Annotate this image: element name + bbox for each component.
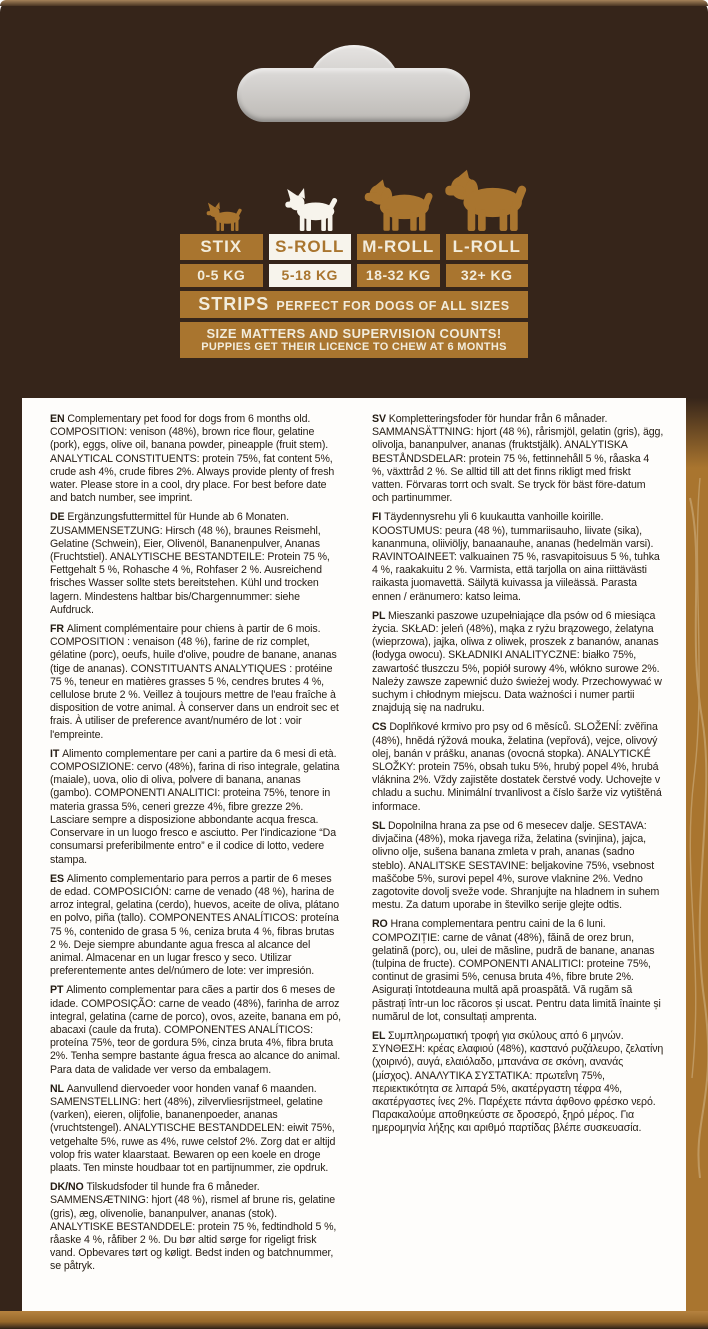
lang-block-de: DE Ergänzungsfuttermittel für Hunde ab 6 Monaten. ZUSAMMENSETZUNG: Hirsch (48 %), braunes Reismehl, Gelatine (Schwein), Eier, Olivenöl, Bananenpulver, Ananas (Fruchtstiel). ANALYTISCHE BESTANDTEILE: Protein 75 %, Fettgehalt 5 %, Rohasche 4 %, Rohfaser 2 %. Ausreichend frisches Wasser sollte stets bereitstehen. Kühl und trocken lagern. Mindestens haltbar bis/Chargennummer: siehe Aufdruck. — [50, 511, 330, 616]
notice-line2: PUPPIES GET THEIR LICENCE TO CHEW AT 6 MONTHS — [201, 341, 507, 353]
lang-block-pl: PL Mieszanki paszowe uzupełniające dla psów od 6 miesiąca życia. SKŁAD: jeleń (48%), mąka z ryżu brązowego, żelatyna (wieprzowa), jajka, oliwa z oliwek, proszek z bananów, ananas (łodyga owocu). SKŁADNIKI ANALITYCZNE: białko 75%, zawartość tłuszczu 5%, popiół surowy 4%, włókno surowe 2%. Należy zawsze zapewnić dużo świeżej wody. Przechowywać w suchym i chłodnym miejscu. Data ważności i numer partii znajdują się na nadruku. — [372, 609, 662, 715]
dog-icons-row — [180, 164, 528, 230]
size-chart — [180, 164, 528, 358]
size-name-stix: STIX — [180, 234, 263, 260]
package-top-edge — [0, 0, 708, 6]
size-weight-s-roll: 5-18 KG — [269, 264, 352, 287]
lang-block-dk-no: DK/NO Tilskudsfoder til hunde fra 6 måneder. SAMMENSÆTNING: hjort (48 %), rismel af brune ris, gelatine (gris), æg, olivenolie, bananpulver, ananas (stok). ANALYTISKE BESTANDDELE: protein 75 %, fedtindhold 5 %, råaske 4 %, råfiber 2 %. Du bør altid sørge for rigeligt frisk vand. Opbevares tørt og køligt. Bedst inden og batchnummer, se påtryk. — [50, 1181, 337, 1273]
lang-block-cs: CS Doplňkové krmivo pro psy od 6 měsíců. SLOŽENÍ: zvěřina (48%), hnědá rýžová mouka, želatina (vepřová), vejce, olivový olej, banán v prášku, ananas (ovocná stopka). ANALYTICKÉ SLOŽKY: protein 75%, obsah tuku 5%, hrubý popel 4%, hrubá vláknina 2%. Vždy zajistěte dostatek čerstvé vody. Uchovejte v chladu a suchu. Minimální trvanlivost a číslo šarže viz vytištěná informace. — [372, 721, 662, 813]
size-kg-row — [180, 264, 528, 287]
terrier-icon — [363, 177, 433, 231]
lang-block-pt: PT Alimento complementar para cães a partir dos 6 meses de idade. COMPOSIÇÃO: carne de veado (48%), farinha de arroz integral, gelatina (carne de porco), ovos, azeite, banana em pó, abacaxi (caule da fruta). COMPONENTES ANALÍTICOS: proteína 75%, teor de gordura 5%, cinza bruta 4%, fibra bruta 2%. Tenha sempre bastante água fresca ao alcance do animal. Para data de validade ver verso da embalagem. — [50, 984, 341, 1076]
lang-block-ro: RO Hrana complementara pentru caini de la 6 luni. COMPOZIȚIE: carne de vânat (48%), făină de orez brun, gelatină (porc), ou, ulei de măsline, pudră de banane, ananas (tulpina de fructe). COMPONENTI ANALITICI: proteine 75%, continut de grasimi 5%, cenusa bruta 4%, fibre brute 2%. Asigurați întotdeauna multă apă proaspătă. Vă rugăm să păstrați într-un loc răcoros și uscat. Pentru data limită înainte și numărul de lot, consultați amprenta. — [372, 918, 661, 1023]
supervision-notice — [180, 322, 528, 358]
lang-block-sv: SV Kompletteringsfoder för hundar från 6 månader. SAMMANSÄTTNING: hjort (48 %), rårismjöl, gelatin (gris), ägg, olivolja, bananpulver, ananas (fruktstjälk). ANALYTISKA BESTÅNDSDELAR: protein 75 %, fettinnehåll 5 %, råaska 4 %, växttråd 2 %. Se alltid till att det finns rikligt med friskt vatten. Förvaras torrt och svalt. Se tryck för bäst före-datum och partinummer. — [372, 413, 664, 505]
lang-block-sl: SL Dopolnilna hrana za pse od 6 mesecev dalje. SESTAVA: divjačina (48%), moka rjavega riža, želatina (svinjina), jajca, olivno olje, sušena banana zmleta v prah, ananas (sadno steblo). ANALITSKE SESTAVINE: beljakovine 75%, vsebnost maščobe 5%, surovi pepel 4%, surove vlaknine 2%. Vedno zagotovite dovolj sveže vode. Shranjujte na hladnem in suhem mestu. Za datum uporabe in številko serije glejte odtis. — [372, 819, 660, 912]
lang-column-right — [372, 413, 664, 1280]
notice-line1: SIZE MATTERS AND SUPERVISION COUNTS! — [206, 326, 502, 341]
large-dog-icon — [443, 167, 527, 231]
size-weight-m-roll: 18-32 KG — [357, 264, 440, 287]
size-weight-l-roll: 32+ KG — [446, 264, 529, 287]
lang-block-nl: NL Aanvullend diervoeder voor honden vanaf 6 maanden. SAMENSTELLING: hert (48%), zilvervliesrijstmeel, gelatine (varken), eieren, olijfolie, bananenpoeder, ananas (vruchtstengel). ANALYTISCHE BESTANDDELEN: eiwit 75%, vetgehalte 5%, ruwe as 4%, ruwe celstof 2%. Zorg dat er altijd volop fris water klaarstaat. Bewaren op een koele en droge plaats. Ten minste houdbaar tot en partijnummer, zie opdruk. — [50, 1082, 336, 1174]
strips-label: STRIPS — [198, 294, 270, 314]
package-bottom-edge — [0, 1311, 708, 1329]
corgi-icon — [283, 188, 339, 231]
strips-banner — [180, 291, 528, 318]
strips-text: PERFECT FOR DOGS OF ALL SIZES — [276, 298, 510, 313]
lang-block-fi: FI Täydennysrehu yli 6 kuukautta vanhoille koirille. KOOSTUMUS: peura (48 %), tummariisauho, liivate (sika), kananmuna, oliiviöljy, banaanauhe, ananas (hedelmän varsi). RAVINTOAINEET: valkuainen 75 %, rasvapitoisuus 5 %, tuhka 4 %, raakakuitu 2 %. Varmista, että tarjolla on aina riittävästi raikasta juomavettä. Säilytä kuivassa ja viileässä. Parasta ennen / eränumero: katso leima. — [372, 511, 660, 603]
lang-column-left — [50, 413, 342, 1280]
size-name-row — [180, 234, 528, 260]
package-side-flap — [686, 398, 708, 1329]
size-name-s-roll: S-ROLL — [269, 234, 352, 260]
chihuahua-icon — [205, 202, 243, 231]
size-name-l-roll: L-ROLL — [446, 234, 529, 260]
ingredients-panel — [22, 398, 686, 1311]
lang-block-en: EN Complementary pet food for dogs from 6 months old. COMPOSITION: venison (48%), brown rice flour, gelatine (pork), eggs, olive oil, banana powder, pineapple (fruit stem). ANALYTICAL CONSTITUENTS: protein 75%, fat content 5%, crude ash 4%, crude fibres 2%. Always provide plenty of fresh water. Please store in a cool, dry place. For best before date and batch number, see imprint. — [50, 413, 335, 505]
lang-block-es: ES Alimento complementario para perros a partir de 6 meses de edad. COMPOSICIÓN: carne de venado (48 %), harina de arroz integral, gelatina (cerdo), huevos, aceite de oliva, plátano en polvo, piña (tallo). COMPONENTES ANALÍTICOS: proteína 75 %, contenido de grasa 5 %, ceniza bruta 4 %, fibras brutas 2 %. Deje siempre abundante agua fresca al alcance del animal. Almacenar en un lugar fresco y seco. Utilizar preferentemente antes del/número de lote: ver impresión. — [50, 872, 340, 978]
lang-block-fr: FR Aliment complémentaire pour chiens à partir de 6 mois. COMPOSITION : venaison (48 %), farine de riz complet, gélatine (porc), oeufs, huile d'olive, poudre de banane, ananas (tige de ananas). CONSTITUANTS ANALYTIQUES : protéine 75 %, teneur en matières grasses 5 %, cendres brutes 4 %, cellulose brute 2 %. Veillez à toujours mettre de l'eau fraîche à disposition de votre animal. À conserver dans un endroit sec et frais. À utiliser de preference avant/numéro de lot : voir l'empreinte. — [50, 623, 339, 741]
hang-hole — [237, 68, 470, 122]
size-name-m-roll: M-ROLL — [357, 234, 440, 260]
size-weight-stix: 0-5 KG — [180, 264, 263, 287]
lang-block-el: EL Συμπληρωματική τροφή για σκύλους από 6 μηνών. ΣΥΝΘΕΣΗ: κρέας ελαφιού (48%), καστανό ρυζάλευρο, ζελατίνη (χοιρινό), αυγά, ελαιόλαδο, μπανάνα σε σκόνη, ανανάς (μίσχος). ΑΝΑΛΥΤΙΚΑ ΣΥΣΤΑΤΙΚΑ: πρωτεΐνη 75%, περιεκτικότητα σε λιπαρά 5%, ακατέργαστη τέφρα 4%, ακατέργαστες ίνες 2%. Παρέχετε πάντα άφθονο φρέσκο νερό. Παρακαλούμε αποθηκεύστε σε δροσερό, ξηρό μέρος. Για ημερομηνία λήξης και αριθμό παρτίδας βλέπε συσκευασία. — [372, 1029, 664, 1135]
side-flap-watermark-icon — [686, 478, 708, 1178]
lang-block-it: IT Alimento complementare per cani a partire da 6 mesi di età. COMPOSIZIONE: cervo (48%), farina di riso integrale, gelatina (maiale), uova, olio di oliva, polvere di banana, ananas (gambo). COMPONENTI ANALITICI: proteina 75%, tenore in materia grassa 5%, ceneri grezze 4%, fibre grezze 2%. Lasciare sempre a disposizione abbondante acqua fresca. Conservare in un luogo fresco e asciutto. Per l'indicazione “Da consumarsi preferibilmente entro” e il codice di lotto, vedere stampa. — [50, 747, 340, 866]
